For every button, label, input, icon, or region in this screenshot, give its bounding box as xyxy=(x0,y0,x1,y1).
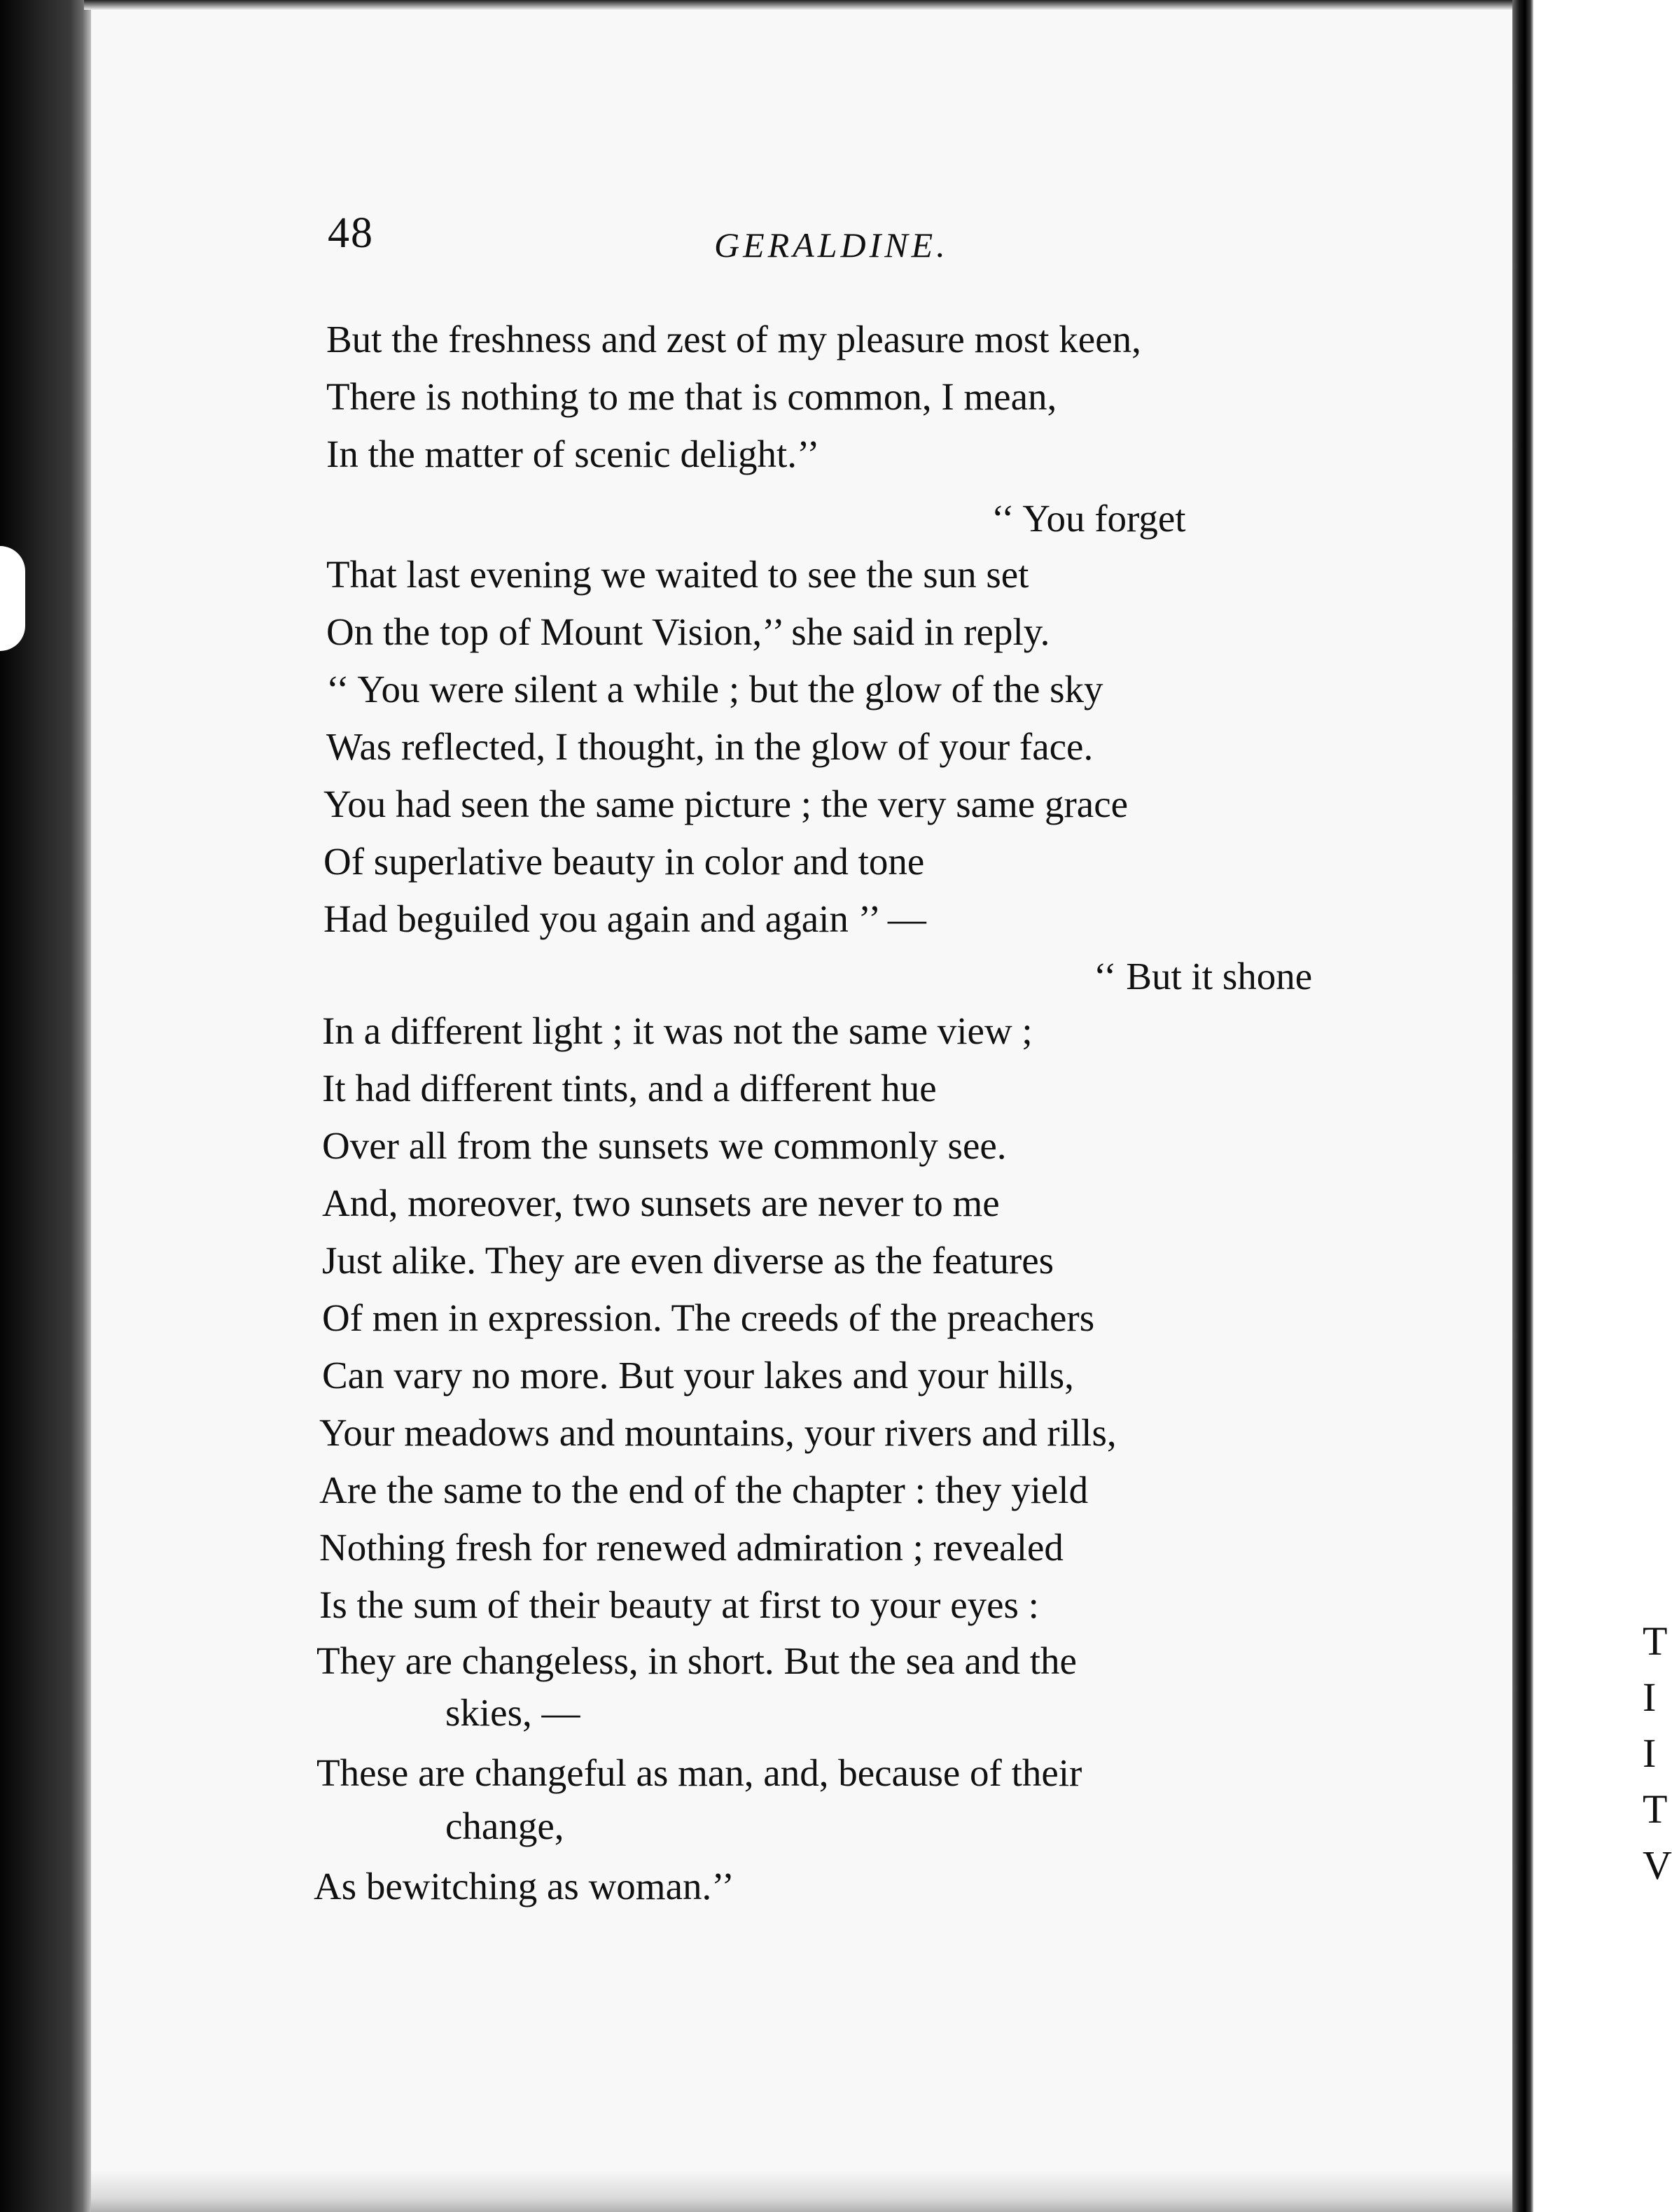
poem-line: skies, — xyxy=(445,1691,580,1734)
top-edge-shadow xyxy=(84,0,1526,10)
poem-line: Of superlative beauty in color and tone xyxy=(323,840,925,883)
poem-line: change, xyxy=(445,1805,564,1847)
poem-line: They are changeless, in short. But the sea and the xyxy=(316,1639,1077,1682)
running-head: GERALDINE. xyxy=(714,225,949,265)
poem-line: These are changeful as man, and, because of their xyxy=(316,1751,1082,1794)
edge-letter: T xyxy=(1643,1786,1668,1832)
page-number: 48 xyxy=(328,209,374,257)
poem-line: ‘‘ You forget xyxy=(991,497,1186,540)
poem-line: Is the sum of their beauty at first to your eyes : xyxy=(319,1583,1039,1626)
poem-line: Was reflected, I thought, in the glow of your face. xyxy=(326,725,1094,768)
poem-line: Nothing fresh for renewed admiration ; revealed xyxy=(319,1526,1064,1569)
page-edge-notch xyxy=(0,546,25,651)
poem-line: You had seen the same picture ; the very same grace xyxy=(323,783,1129,825)
poem-line: Over all from the sunsets we commonly see. xyxy=(322,1124,1007,1167)
poem-line: ‘‘ But it shone xyxy=(1094,955,1313,997)
poem-line: As bewitching as woman.’’ xyxy=(314,1865,734,1907)
poem-line: On the top of Mount Vision,’’ she said in reply. xyxy=(326,610,1050,653)
poem-line: That last evening we waited to see the sun set xyxy=(326,553,1029,596)
page-gutter xyxy=(1512,0,1533,2212)
poem-line: Are the same to the end of the chapter : they yield xyxy=(319,1469,1089,1511)
poem-line: But the freshness and zest of my pleasure most keen, xyxy=(326,318,1141,360)
poem-line: Had beguiled you again and again ’’ — xyxy=(323,897,926,940)
bottom-edge-shadow xyxy=(91,2170,1512,2212)
poem-line: Can vary no more. But your lakes and your hills, xyxy=(322,1354,1074,1396)
poem-line: In a different light ; it was not the same view ; xyxy=(322,1009,1033,1052)
poem-line: ‘‘ You were silent a while ; but the glow of the sky xyxy=(326,668,1103,710)
poem-line: There is nothing to me that is common, I mean, xyxy=(326,375,1057,418)
edge-letter: V xyxy=(1643,1842,1672,1888)
book-spine-shadow xyxy=(0,0,91,2212)
poem-line: Just alike. They are even diverse as the features xyxy=(322,1239,1054,1282)
poem-line: And, moreover, two sunsets are never to me xyxy=(322,1182,1000,1224)
edge-letter: I xyxy=(1643,1730,1657,1776)
poem-line: Your meadows and mountains, your rivers and rills, xyxy=(319,1411,1117,1454)
edge-letter: T xyxy=(1643,1618,1668,1664)
edge-letter: I xyxy=(1643,1674,1657,1720)
poem-line: In the matter of scenic delight.’’ xyxy=(326,433,820,475)
poem-line: Of men in expression. The creeds of the preachers xyxy=(322,1296,1095,1339)
poem-line: It had different tints, and a different hue xyxy=(322,1067,937,1110)
